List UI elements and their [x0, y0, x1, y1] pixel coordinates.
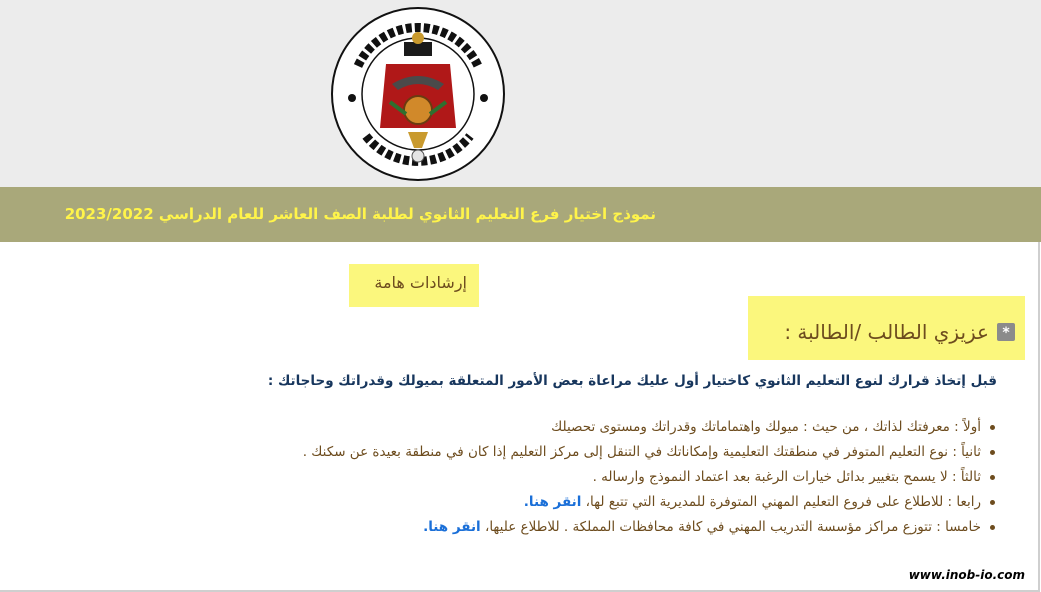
list-item-text: ثالثاً : لا يسمح بتغيير بدائل خيارات الرغبة بعد اعتماد النموذج وارساله .	[592, 469, 981, 485]
list-item-text: أولاً : معرفتك لذاتك ، من حيث : ميولك واهتماماتك وقدراتك ومستوى تحصيلك	[551, 419, 981, 435]
list-item	[303, 468, 995, 493]
bullet-icon	[990, 525, 995, 530]
header-area	[0, 0, 1041, 187]
intro-text: قبل إتخاذ قرارك لنوع التعليم الثانوي كاختيار أول عليك مراعاة بعض الأمور المتعلقة بميولك وقدراتك وحاجاتك :	[267, 373, 997, 389]
list-item	[303, 493, 995, 518]
list-item-text: خامسا : تتوزع مراكز مؤسسة التدريب المهني في كافة محافظات المملكة . للاطلاع عليها،	[480, 519, 981, 535]
page-title: نموذج اختيار فرع التعليم الثانوي لطلبة الصف العاشر للعام الدراسي 2023/2022	[64, 205, 656, 223]
greeting-text: عزيزي الطالب /الطالبة :	[784, 320, 989, 344]
bullet-icon	[990, 500, 995, 505]
list-item	[303, 518, 995, 543]
vocational-branches-link[interactable]: انقر هنا.	[523, 494, 582, 510]
tips-heading: إرشادات هامة	[374, 273, 467, 292]
list-item	[303, 443, 995, 468]
bullet-icon	[990, 475, 995, 480]
bullet-icon	[990, 450, 995, 455]
bullet-icon	[990, 425, 995, 430]
instructions-list	[303, 418, 995, 543]
star-icon: *	[997, 323, 1015, 341]
ministry-seal-logo	[330, 6, 506, 182]
list-item-text: ثانياً : نوع التعليم المتوفر في منطقتك التعليمية وإمكاناتك في التنقل إلى مركز التعليم إذا كان في منطقة بعيدة عن سكنك .	[302, 444, 981, 460]
list-item	[303, 418, 995, 443]
title-banner	[0, 187, 1041, 242]
greeting-box	[748, 296, 1025, 360]
training-centers-link[interactable]: انقر هنا.	[423, 519, 481, 535]
list-item-text: رابعا : للاطلاع على فروع التعليم المهني المتوفرة للمديرية التي تتبع لها،	[581, 494, 981, 510]
tips-heading-box	[349, 264, 479, 307]
watermark: www.inob-io.com	[908, 568, 1025, 582]
